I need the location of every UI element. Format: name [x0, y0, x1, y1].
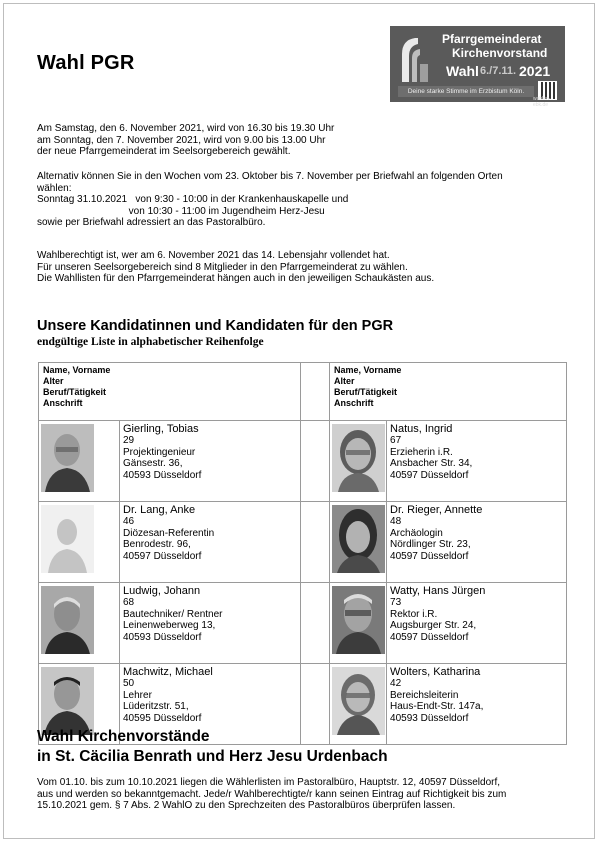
- logo-tagline: Deine starke Stimme im Erzbistum Köln.: [398, 86, 534, 97]
- candidate-info: [387, 421, 567, 502]
- candidate-info: [120, 583, 301, 664]
- candidate-street: Gänsestr. 36,: [123, 458, 183, 469]
- table-separator: [301, 502, 330, 583]
- table-header-row: [39, 363, 567, 421]
- candidate-photo-cell: [330, 664, 387, 745]
- intro-paragraph: [37, 123, 334, 158]
- candidate-street: Benrodestr. 96,: [123, 539, 191, 550]
- briefwahl-line: Sonntag 31.10.2021 von 9:30 - 10:00 in der Krankenhauskapelle und: [37, 194, 349, 205]
- header-job: Beruf/Tätigkeit: [334, 387, 398, 397]
- candidate-age: 50: [123, 678, 135, 689]
- candidate-age: 67: [390, 435, 402, 446]
- candidate-name: Gierling, Tobias: [123, 423, 199, 435]
- header-age: Alter: [43, 376, 64, 386]
- candidate-city: 40597 Düsseldorf: [390, 550, 469, 562]
- candidate-job: Erzieherin i.R.: [390, 446, 453, 458]
- candidates-heading: Unsere Kandidatinnen und Kandidaten für den PGR: [37, 318, 394, 334]
- eligibility-line: Wahlberechtigt ist, wer am 6. November 2021 das 14. Lebensjahr vollendet hat.: [37, 250, 390, 261]
- candidate-name: Dr. Lang, Anke: [123, 504, 196, 516]
- church-logo-icon: [398, 34, 432, 84]
- header-address: Anschrift: [334, 398, 374, 408]
- candidate-street: Haus-Endt-Str. 147a,: [390, 701, 484, 712]
- header-job: Beruf/Tätigkeit: [43, 387, 107, 397]
- candidates-subheading: endgültige Liste in alphabetischer Reihenfolge: [37, 336, 264, 348]
- intro-line: der neue Pfarrgemeinderat im Seelsorgebereich gewählt.: [37, 146, 291, 157]
- briefwahl-line: Alternativ können Sie in den Wochen vom 23. Oktober bis 7. November per Briefwahl an folgenden Orten: [37, 171, 503, 182]
- candidate-name: Machwitz, Michael: [123, 666, 213, 678]
- header-address: Anschrift: [43, 398, 83, 408]
- logo-line-year: 2021: [519, 63, 551, 79]
- candidate-age: 68: [123, 597, 135, 608]
- candidate-info: [387, 502, 567, 583]
- candidate-street: Lüderitzstr. 51,: [123, 701, 189, 712]
- candidate-photo: [332, 667, 385, 735]
- candidate-photo-cell: [39, 502, 120, 583]
- person-silhouette-icon: [41, 505, 94, 573]
- table-separator: [301, 583, 330, 664]
- candidate-city: 40595 Düsseldorf: [123, 712, 202, 724]
- intro-line: am Sonntag, den 7. November 2021, wird von 9.00 bis 13.00 Uhr: [37, 134, 326, 146]
- intro-line: Am Samstag, den 6. November 2021, wird von 16.30 bis 19.30 Uhr: [37, 123, 335, 134]
- candidate-info: [120, 421, 301, 502]
- candidate-age: 73: [390, 597, 402, 608]
- candidate-job: Bautechniker/ Rentner: [123, 608, 223, 620]
- candidate-age: 46: [123, 516, 135, 527]
- kv-line: 15.10.2021 gem. § 7 Abs. 2 WahlO zu den Sprechzeiten des Pastoralbüros überprüfen lassen.: [37, 800, 456, 811]
- table-separator: [301, 363, 330, 421]
- candidate-city: 40593 Düsseldorf: [390, 712, 469, 724]
- header-name: Name, Vorname: [334, 365, 402, 375]
- logo-line-wahl: Wahl: [446, 63, 479, 79]
- table-separator: [301, 421, 330, 502]
- candidate-street: Ansbacher Str. 34,: [390, 458, 473, 469]
- candidate-job: Diözesan-Referentin: [123, 527, 215, 539]
- header-name: Name, Vorname: [43, 365, 111, 375]
- candidate-name: Ludwig, Johann: [123, 585, 201, 597]
- candidate-street: Leinenweberweg 13,: [123, 620, 216, 631]
- table-row: [39, 583, 567, 664]
- candidate-name: Dr. Rieger, Annette: [390, 504, 483, 516]
- kv-line: Vom 01.10. bis zum 10.10.2021 liegen die Wählerlisten im Pastoralbüro, Hauptstr. 12, 40597 Düsseldorf,: [37, 777, 501, 788]
- briefwahl-line: von 10:30 - 11:00 im Jugendheim Herz-Jesu: [37, 205, 325, 217]
- candidate-info: [387, 583, 567, 664]
- logo-line-kv: Kirchenvorstand: [452, 46, 548, 60]
- header-age: Alter: [334, 376, 355, 386]
- briefwahl-line: sowie per Briefwahl adressiert an das Pastoralbüro.: [37, 217, 266, 228]
- candidate-photo-cell: [330, 502, 387, 583]
- eligibility-line: Für unseren Seelsorgebereich sind 8 Mitglieder in den Pfarrgemeinderat zu wählen.: [37, 261, 408, 273]
- candidate-city: 40593 Düsseldorf: [123, 631, 202, 643]
- kv-heading-line2: in St. Cäcilia Benrath und Herz Jesu Urdenbach: [37, 748, 388, 765]
- candidate-photo: [41, 586, 94, 654]
- logo-line-date: 6./7.11.: [480, 65, 517, 77]
- candidate-photo-cell: [39, 583, 120, 664]
- eligibility-paragraph: [37, 250, 434, 285]
- candidate-photo: [332, 424, 385, 492]
- candidate-city: 40597 Düsseldorf: [390, 469, 469, 481]
- candidate-info: [387, 664, 567, 745]
- candidate-job: Bereichsleiterin: [390, 689, 459, 701]
- candidate-job: Projektingenieur: [123, 446, 196, 458]
- briefwahl-line: wählen:: [37, 182, 72, 194]
- kv-paragraph: [37, 777, 506, 812]
- table-header-left: [39, 363, 301, 421]
- page-title: Wahl PGR: [37, 52, 135, 74]
- candidate-photo-cell: [330, 421, 387, 502]
- kv-line: aus und werden so bekanntgemacht. Jede/r Wahlberechtigte/r kann seinen Eintrag auf Richtigkeit bis zum: [37, 788, 507, 800]
- briefwahl-paragraph: [37, 171, 503, 229]
- candidate-photo: [41, 424, 94, 492]
- logo-website: wahlen-ebk.de: [533, 96, 551, 108]
- candidate-job: Rektor i.R.: [390, 608, 438, 620]
- candidate-age: 48: [390, 516, 402, 527]
- candidate-street: Augsburger Str. 24,: [390, 620, 477, 631]
- candidate-age: 42: [390, 678, 402, 689]
- candidate-city: 40597 Düsseldorf: [390, 631, 469, 643]
- candidate-info: [120, 502, 301, 583]
- table-row: [39, 421, 567, 502]
- candidate-photo-placeholder: [41, 505, 94, 573]
- candidate-name: Wolters, Katharina: [390, 666, 481, 678]
- candidate-job: Lehrer: [123, 689, 152, 701]
- candidates-table: [38, 362, 567, 745]
- candidate-name: Natus, Ingrid: [390, 423, 453, 435]
- candidate-photo: [332, 505, 385, 573]
- candidate-photo: [41, 667, 94, 735]
- table-header-right: [330, 363, 567, 421]
- candidate-photo-cell: [330, 583, 387, 664]
- table-separator: [301, 664, 330, 745]
- eligibility-line: Die Wahllisten für den Pfarrgemeinderat hängen auch in den jeweiligen Schaukästen aus.: [37, 273, 435, 284]
- candidate-photo: [332, 586, 385, 654]
- candidate-city: 40593 Düsseldorf: [123, 469, 202, 481]
- candidate-street: Nördlinger Str. 23,: [390, 539, 471, 550]
- kv-heading-line1: Wahl Kirchenvorstände: [37, 728, 210, 745]
- table-row: [39, 502, 567, 583]
- logo-line-pgr: Pfarrgemeinderat: [442, 32, 542, 46]
- candidate-name: Watty, Hans Jürgen: [390, 585, 486, 597]
- election-logo: [390, 26, 565, 108]
- candidate-job: Archäologin: [390, 527, 443, 539]
- candidate-city: 40597 Düsseldorf: [123, 550, 202, 562]
- candidate-age: 29: [123, 435, 135, 446]
- candidate-photo-cell: [39, 421, 120, 502]
